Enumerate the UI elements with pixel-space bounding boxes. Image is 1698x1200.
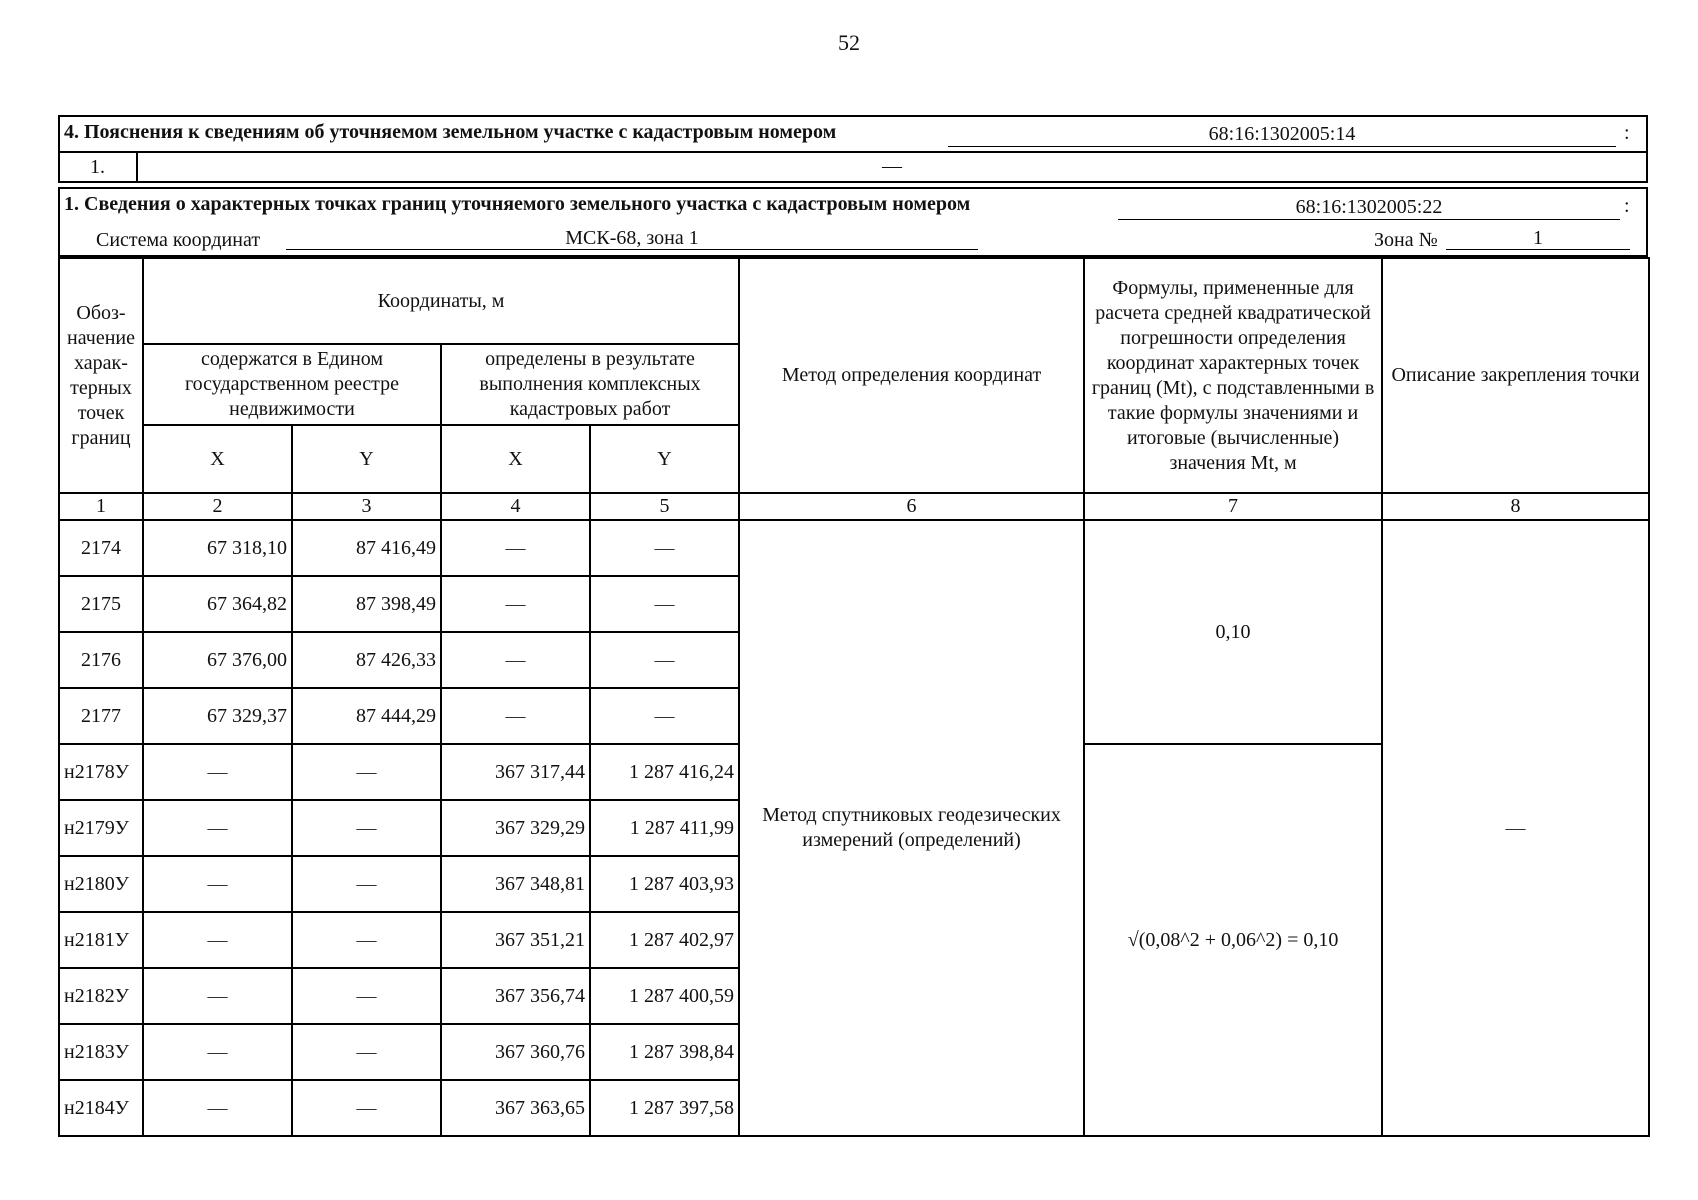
table-row bbox=[59, 520, 1649, 576]
survey-x: 367 348,81 bbox=[441, 856, 590, 912]
survey-y: 1 287 400,59 bbox=[590, 968, 739, 1024]
survey-y: 1 287 398,84 bbox=[590, 1024, 739, 1080]
section4-row-number: 1. bbox=[60, 153, 138, 181]
egrn-x: — bbox=[143, 744, 292, 800]
description-cell: — bbox=[1382, 520, 1649, 1136]
egrn-x: — bbox=[143, 968, 292, 1024]
section4-colon: : bbox=[1624, 122, 1630, 144]
egrn-x: — bbox=[143, 912, 292, 968]
egrn-y: — bbox=[292, 912, 441, 968]
egrn-x: — bbox=[143, 800, 292, 856]
egrn-y: — bbox=[292, 800, 441, 856]
egrn-y: 87 416,49 bbox=[292, 520, 441, 576]
survey-y: — bbox=[590, 688, 739, 744]
survey-y: 1 287 397,58 bbox=[590, 1080, 739, 1136]
survey-y: — bbox=[590, 576, 739, 632]
survey-x: 367 363,65 bbox=[441, 1080, 590, 1136]
survey-y: 1 287 416,24 bbox=[590, 744, 739, 800]
page-number: 52 bbox=[838, 30, 860, 55]
header-formulas: Формулы, примененные для расчета средней квадратической погрешности определения координат характерных точек границ (Mt), с подставленными в такие формулы значениями и итоговые (вычисленные) значения Mt, м bbox=[1084, 258, 1382, 493]
coord-system-value: МСК-68, зона 1 bbox=[286, 227, 978, 250]
column-number: 5 bbox=[590, 493, 739, 520]
header-point: Обоз-начение харак-терных точек границ bbox=[59, 258, 143, 493]
header-x2: X bbox=[441, 425, 590, 493]
header-survey: определены в результате выполнения комплексных кадастровых работ bbox=[441, 344, 739, 425]
column-number: 4 bbox=[441, 493, 590, 520]
column-number: 8 bbox=[1382, 493, 1649, 520]
egrn-y: — bbox=[292, 856, 441, 912]
survey-x: — bbox=[441, 632, 590, 688]
egrn-y: 87 426,33 bbox=[292, 632, 441, 688]
section1-colon: : bbox=[1624, 195, 1630, 217]
point-name: н2182У bbox=[59, 968, 143, 1024]
survey-x: 367 360,76 bbox=[441, 1024, 590, 1080]
mt-group2-cell: √(0,08^2 + 0,06^2) = 0,10 bbox=[1084, 744, 1382, 1136]
survey-y: 1 287 411,99 bbox=[590, 800, 739, 856]
section1-header bbox=[58, 187, 1648, 257]
point-name: н2178У bbox=[59, 744, 143, 800]
section4-row-value: — bbox=[882, 155, 902, 177]
egrn-x: 67 318,10 bbox=[143, 520, 292, 576]
survey-x: 367 317,44 bbox=[441, 744, 590, 800]
survey-x: — bbox=[441, 688, 590, 744]
method-cell: Метод спутниковых геодезических измерений (определений) bbox=[739, 520, 1084, 1136]
mt-group1-cell: 0,10 bbox=[1084, 520, 1382, 744]
egrn-x: — bbox=[143, 1024, 292, 1080]
header-y1: Y bbox=[292, 425, 441, 493]
egrn-x: 67 364,82 bbox=[143, 576, 292, 632]
table-body bbox=[59, 258, 1649, 1136]
survey-y: — bbox=[590, 632, 739, 688]
survey-x: 367 351,21 bbox=[441, 912, 590, 968]
point-name: н2179У bbox=[59, 800, 143, 856]
column-number: 1 bbox=[59, 493, 143, 520]
section4-cadastral-number: 68:16:1302005:14 bbox=[948, 122, 1616, 147]
egrn-x: — bbox=[143, 856, 292, 912]
section4-title: 4. Пояснения к сведениям об уточняемом земельном участке с кадастровым номером bbox=[64, 121, 837, 143]
egrn-y: — bbox=[292, 1080, 441, 1136]
section1-title: 1. Сведения о характерных точках границ уточняемого земельного участка с кадастровым номером bbox=[64, 193, 971, 215]
point-name: н2181У bbox=[59, 912, 143, 968]
coord-system-label: Система координат bbox=[96, 229, 261, 251]
survey-x: — bbox=[441, 520, 590, 576]
column-number: 6 bbox=[739, 493, 1084, 520]
point-name: н2180У bbox=[59, 856, 143, 912]
egrn-x: 67 376,00 bbox=[143, 632, 292, 688]
survey-x: — bbox=[441, 576, 590, 632]
column-numbers-row bbox=[59, 493, 1649, 520]
egrn-y: 87 444,29 bbox=[292, 688, 441, 744]
header-egrn: содержатся в Едином государственном реестре недвижимости bbox=[143, 344, 441, 425]
egrn-y: — bbox=[292, 968, 441, 1024]
section1-cadastral-number: 68:16:1302005:22 bbox=[1118, 195, 1620, 220]
point-name: н2183У bbox=[59, 1024, 143, 1080]
point-name: 2174 bbox=[59, 520, 143, 576]
survey-x: 367 329,29 bbox=[441, 800, 590, 856]
survey-y: — bbox=[590, 520, 739, 576]
column-number: 7 bbox=[1084, 493, 1382, 520]
header-x1: X bbox=[143, 425, 292, 493]
survey-y: 1 287 403,93 bbox=[590, 856, 739, 912]
zone-value: 1 bbox=[1446, 227, 1630, 250]
survey-x: 367 356,74 bbox=[441, 968, 590, 1024]
column-number: 3 bbox=[292, 493, 441, 520]
point-name: 2176 bbox=[59, 632, 143, 688]
section4-row bbox=[58, 153, 1648, 183]
points-table bbox=[58, 257, 1650, 1137]
egrn-y: 87 398,49 bbox=[292, 576, 441, 632]
document-frame bbox=[58, 115, 1648, 1137]
zone-label: Зона № bbox=[1374, 229, 1438, 251]
section4-header bbox=[58, 117, 1648, 153]
point-name: н2184У bbox=[59, 1080, 143, 1136]
egrn-y: — bbox=[292, 1024, 441, 1080]
header-description: Описание закрепления точки bbox=[1382, 258, 1649, 493]
point-name: 2177 bbox=[59, 688, 143, 744]
column-number: 2 bbox=[143, 493, 292, 520]
header-y2: Y bbox=[590, 425, 739, 493]
point-name: 2175 bbox=[59, 576, 143, 632]
survey-y: 1 287 402,97 bbox=[590, 912, 739, 968]
header-method: Метод определения координат bbox=[739, 258, 1084, 493]
egrn-x: 67 329,37 bbox=[143, 688, 292, 744]
egrn-y: — bbox=[292, 744, 441, 800]
egrn-x: — bbox=[143, 1080, 292, 1136]
header-coordinates: Координаты, м bbox=[143, 258, 739, 344]
